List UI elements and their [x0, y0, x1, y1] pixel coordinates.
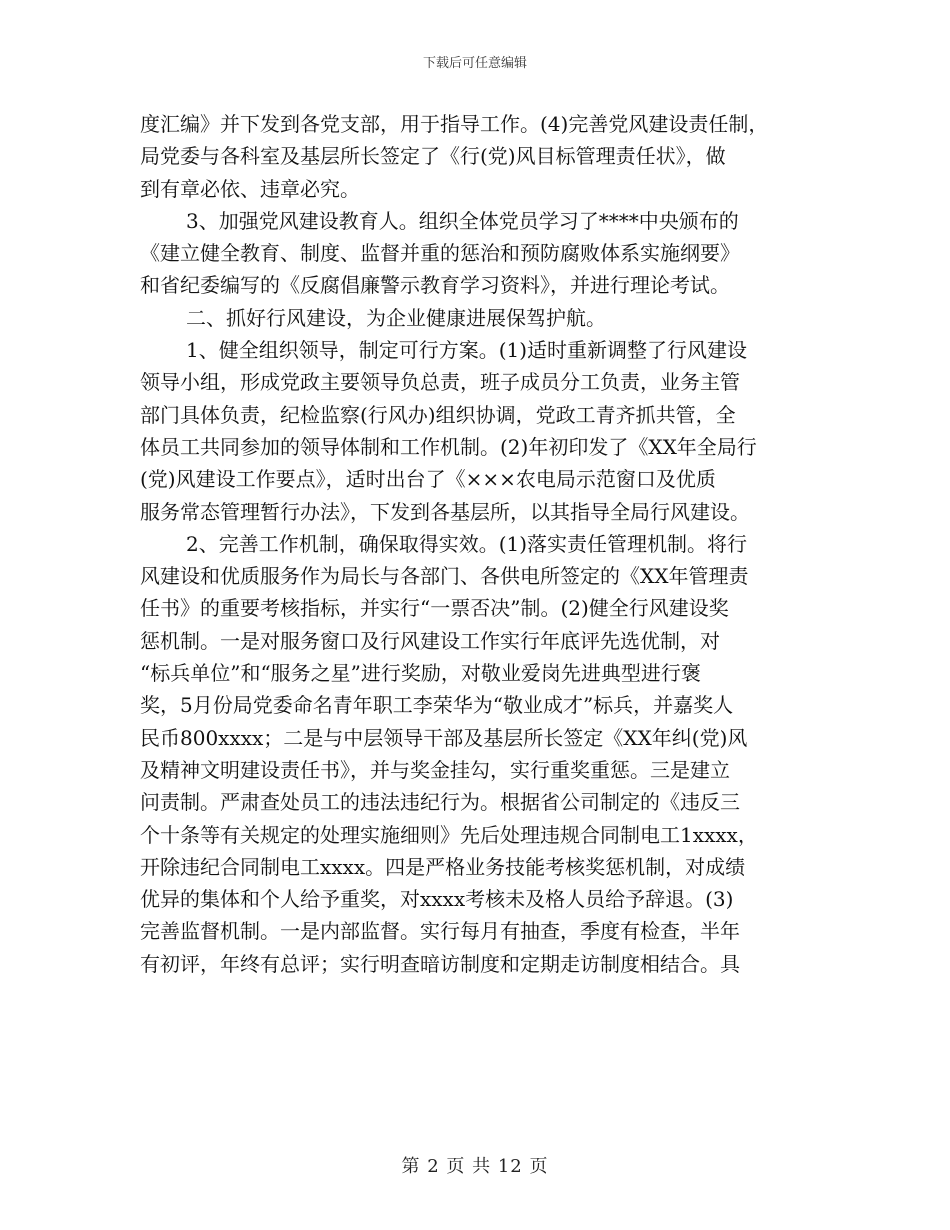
page-number-footer: 第 2 页 共 12 页	[401, 1156, 549, 1177]
text-line: 惩机制。一是对服务窗口及行风建设工作实行年底评先选优制，对	[140, 628, 720, 653]
text-line: 民币800xxxx；二是与中层领导干部及基层所长签定《XX年纠(党)风	[140, 725, 748, 750]
text-line: 个十条等有关规定的处理实施细则》先后处理违规合同制电工1xxxx，	[140, 822, 758, 847]
section-heading: 二、抓好行风建设，为企业健康进展保驾护航。	[186, 305, 606, 330]
text-line: 和省纪委编写的《反腐倡廉警示教育学习资料》，并进行理论考试。	[140, 273, 730, 298]
text-line: 部门具体负责，纪检监察(行风办)组织协调，党政工青齐抓共管，全	[140, 402, 736, 427]
text-line: 开除违纪合同制电工xxxx。四是严格业务技能考核奖惩机制，对成绩	[140, 854, 746, 879]
text-line: 及精神文明建设责任书》，并与奖金挂勾，实行重奖重惩。三是建立	[140, 757, 730, 782]
text-line: (党)风建设工作要点》，适时出台了《×××农电局示范窗口及优质	[140, 467, 716, 492]
text-line: 奖，5月份局党委命名青年职工李荣华为“敬业成才”标兵，并嘉奖人	[140, 693, 734, 718]
paragraph-start: 3、加强党风建设教育人。组织全体党员学习了****中央颁布的	[186, 208, 739, 233]
text-line: 优异的集体和个人给予重奖，对xxxx考核未及格人员给予辞退。(3)	[140, 887, 734, 912]
text-line: 服务常态管理暂行办法》，下发到各基层所，以其指导全局行风建设。	[140, 499, 750, 524]
text-line: 局党委与各科室及基层所长签定了《行(党)风目标管理责任状》，做	[140, 144, 726, 169]
text-line: 体员工共同参加的领导体制和工作机制。(2)年初印发了《XX年全局行	[140, 434, 757, 459]
text-line: 有初评，年终有总评；实行明查暗访制度和定期走访制度相结合。具	[140, 951, 740, 976]
text-line: “标兵单位”和“服务之星”进行奖励，对敬业爱岗先进典型进行褒	[140, 661, 701, 686]
document-body	[140, 108, 816, 980]
text-line: 完善监督机制。一是内部监督。实行每月有抽查，季度有检查，半年	[140, 919, 740, 944]
text-line: 《建立健全教育、制度、监督并重的惩治和预防腐败体系实施纲要》	[140, 241, 740, 266]
text-line: 任书》的重要考核指标，并实行“一票否决”制。(2)健全行风建设奖	[140, 596, 729, 621]
text-line: 领导小组，形成党政主要领导负总责，班子成员分工负责，业务主管	[140, 370, 740, 395]
text-line: 问责制。严肃查处员工的违法违纪行为。根据省公司制定的《违反三	[140, 790, 740, 815]
page-header: 下载后可任意编辑	[422, 56, 527, 71]
paragraph-start: 2、完善工作机制，确保取得实效。(1)落实责任管理机制。将行	[186, 531, 748, 556]
paragraph-start: 1、健全组织领导，制定可行方案。(1)适时重新调整了行风建设	[186, 338, 748, 363]
text-line: 度汇编》并下发到各党支部，用于指导工作。(4)完善党风建设责任制，	[140, 112, 769, 136]
text-line: 风建设和优质服务作为局长与各部门、各供电所签定的《XX年管理责	[140, 564, 749, 589]
text-line: 到有章必依、违章必究。	[140, 176, 360, 201]
